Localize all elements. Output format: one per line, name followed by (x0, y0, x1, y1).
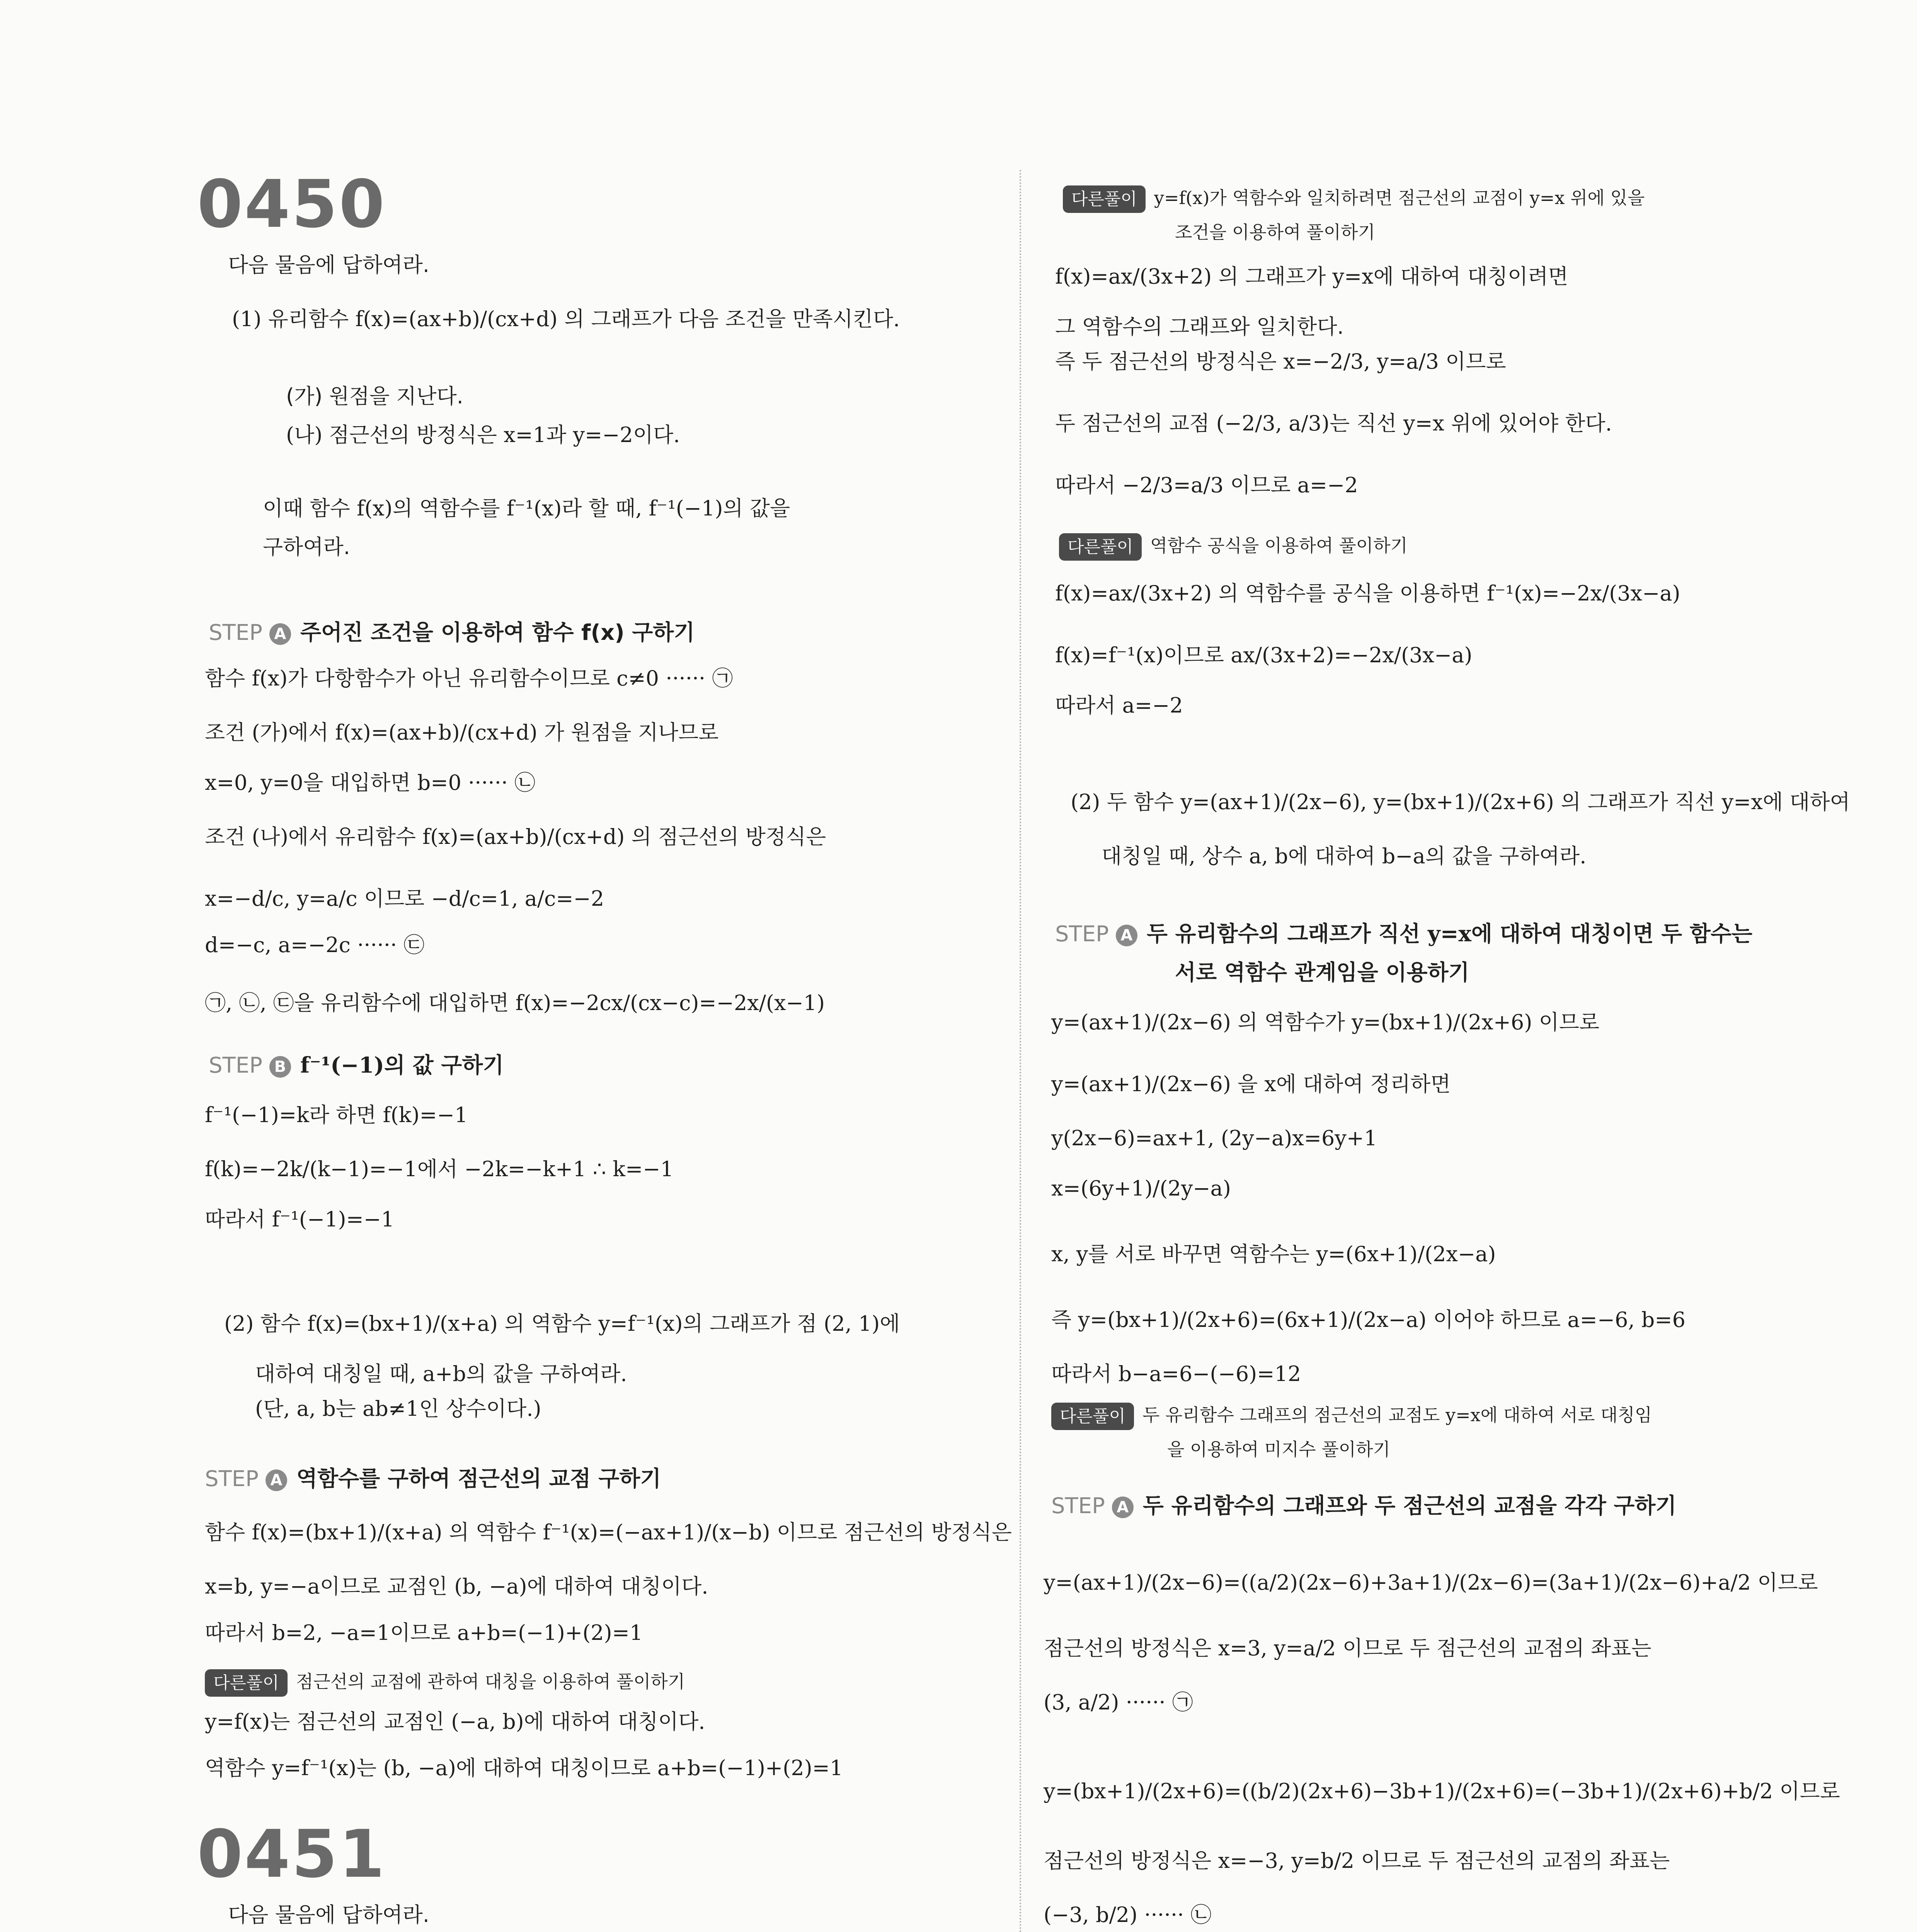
alt-title: 역함수 공식을 이용하여 풀이하기 (1150, 535, 1408, 556)
solution-line: ㉠, ㉡, ㉢을 유리함수에 대입하면 f(x)=−2cx/(cx−c)=−2x/(x−1) (205, 991, 825, 1015)
step-label: STEP (209, 1053, 262, 1078)
alt-solution-heading (1059, 533, 1408, 561)
alt-title: 점근선의 교점에 관하여 대칭을 이용하여 풀이하기 (296, 1671, 685, 1692)
solution-line: d=−c, a=−2c ······ ㉢ (205, 933, 425, 957)
condition-ga: (가) 원점을 지난다. (286, 384, 463, 408)
solution-line: y=(ax+1)/(2x−6) 을 x에 대하여 정리하면 (1051, 1072, 1451, 1096)
alt-solution-heading (1063, 185, 1645, 213)
alt-tag: 다른풀이 (1059, 533, 1142, 561)
step-heading (1055, 920, 1752, 949)
problem-text: (1) 유리함수 f(x)=(ax+b)/(cx+d) 의 그래프가 다음 조건을 만족시킨다. (232, 307, 900, 331)
solution-line: 따라서 b=2, −a=1이므로 a+b=(−1)+(2)=1 (205, 1621, 643, 1645)
solution-line: 함수 f(x)=(bx+1)/(x+a) 의 역함수 f⁻¹(x)=(−ax+1)/(x−b) 이므로 점근선의 방정식은 (205, 1520, 1012, 1544)
solution-line: (−3, b/2) ······ ㉡ (1044, 1903, 1212, 1927)
step-heading (209, 1051, 504, 1080)
condition-na: (나) 점근선의 방정식은 x=1과 y=−2이다. (286, 423, 680, 447)
problem-text: (2) 함수 f(x)=(bx+1)/(x+a) 의 역함수 y=f⁻¹(x)의 그래프가 점 (2, 1)에 (224, 1311, 900, 1336)
solution-line: x=b, y=−a이므로 교점인 (b, −a)에 대하여 대칭이다. (205, 1574, 708, 1599)
alt-tag: 다른풀이 (1051, 1403, 1134, 1430)
problem-number-0451: 0451 (197, 1816, 386, 1893)
problem-text: (단, a, b는 ab≠1인 상수이다.) (255, 1396, 541, 1421)
solution-line: y=f(x)는 점근선의 교점인 (−a, b)에 대하여 대칭이다. (205, 1709, 705, 1734)
solution-line: f(k)=−2k/(k−1)=−1에서 −2k=−k+1 ∴ k=−1 (205, 1157, 674, 1181)
step-title-continued: 서로 역함수 관계임을 이용하기 (1175, 960, 1469, 985)
problem-text: 다음 물음에 답하여라. (228, 1903, 429, 1927)
step-title: 주어진 조건을 이용하여 함수 f(x) 구하기 (300, 620, 695, 645)
solution-line: 따라서 b−a=6−(−6)=12 (1051, 1362, 1301, 1386)
problem-number-0450: 0450 (197, 166, 386, 243)
solution-line: f⁻¹(−1)=k라 하면 f(k)=−1 (205, 1103, 468, 1127)
solution-line: 즉 y=(bx+1)/(2x+6)=(6x+1)/(2x−a) 이어야 하므로 a=−6, b=6 (1051, 1308, 1685, 1332)
solution-line: f(x)=f⁻¹(x)이므로 ax/(3x+2)=−2x/(3x−a) (1055, 643, 1473, 667)
step-mark-a: A (269, 623, 291, 645)
solution-line: 점근선의 방정식은 x=3, y=a/2 이므로 두 점근선의 교점의 좌표는 (1044, 1636, 1651, 1660)
problem-text: 구하여라. (263, 535, 350, 559)
step-heading (209, 618, 695, 648)
step-title: f⁻¹(−1)의 값 구하기 (300, 1053, 504, 1078)
alt-title-continued: 을 이용하여 미지수 풀이하기 (1167, 1439, 1391, 1460)
solution-line: y(2x−6)=ax+1, (2y−a)x=6y+1 (1051, 1126, 1377, 1150)
step-heading (1051, 1492, 1677, 1521)
step-label: STEP (205, 1466, 259, 1492)
step-heading (205, 1464, 661, 1494)
step-mark-a: A (266, 1469, 287, 1491)
solution-line: x, y를 서로 바꾸면 역함수는 y=(6x+1)/(2x−a) (1051, 1242, 1496, 1266)
solution-line: y=(bx+1)/(2x+6)=((b/2)(2x+6)−3b+1)/(2x+6)=(−3b+1)/(2x+6)+b/2 이므로 (1044, 1779, 1840, 1803)
solution-line: 조건 (나)에서 유리함수 f(x)=(ax+b)/(cx+d) 의 점근선의 방정식은 (205, 825, 826, 849)
problem-text: 대칭일 때, 상수 a, b에 대하여 b−a의 값을 구하여라. (1102, 844, 1587, 868)
solution-line: 따라서 a=−2 (1055, 693, 1183, 718)
alt-title: y=f(x)가 역함수와 일치하려면 점근선의 교점이 y=x 위에 있을 (1154, 187, 1645, 209)
solution-line: 역함수 y=f⁻¹(x)는 (b, −a)에 대하여 대칭이므로 a+b=(−1)+(2)=1 (205, 1756, 843, 1780)
column-divider (1020, 170, 1021, 1932)
solution-line: y=(ax+1)/(2x−6) 의 역함수가 y=(bx+1)/(2x+6) 이므로 (1051, 1010, 1600, 1034)
solution-line: 두 점근선의 교점 (−2/3, a/3)는 직선 y=x 위에 있어야 한다. (1055, 411, 1612, 435)
solution-line: (3, a/2) ······ ㉠ (1044, 1690, 1193, 1714)
step-title: 두 유리함수의 그래프가 직선 y=x에 대하여 대칭이면 두 함수는 (1146, 921, 1753, 947)
alt-solution-heading (1051, 1403, 1652, 1430)
solution-line: y=(ax+1)/(2x−6)=((a/2)(2x−6)+3a+1)/(2x−6)=(3a+1)/(2x−6)+a/2 이므로 (1044, 1570, 1818, 1595)
problem-text: 이때 함수 f(x)의 역함수를 f⁻¹(x)라 할 때, f⁻¹(−1)의 값을 (263, 496, 790, 520)
alt-tag: 다른풀이 (1063, 185, 1146, 213)
solution-line: x=−d/c, y=a/c 이므로 −d/c=1, a/c=−2 (205, 886, 604, 911)
solution-line: 점근선의 방정식은 x=−3, y=b/2 이므로 두 점근선의 교점의 좌표는 (1044, 1849, 1670, 1873)
step-title: 역함수를 구하여 점근선의 교점 구하기 (296, 1466, 661, 1492)
problem-text: (2) 두 함수 y=(ax+1)/(2x−6), y=(bx+1)/(2x+6) 의 그래프가 직선 y=x에 대하여 (1071, 790, 1850, 814)
solution-line: x=0, y=0을 대입하면 b=0 ······ ㉡ (205, 770, 536, 795)
step-mark-a: A (1112, 1497, 1134, 1518)
step-label: STEP (1055, 922, 1109, 947)
alt-solution-heading (205, 1669, 685, 1697)
solution-line: 함수 f(x)가 다항함수가 아닌 유리함수이므로 c≠0 ······ ㉠ (205, 666, 733, 690)
solution-line: 그 역함수의 그래프와 일치한다. (1055, 315, 1344, 339)
solution-line: x=(6y+1)/(2y−a) (1051, 1176, 1231, 1201)
step-mark-b: B (269, 1056, 291, 1078)
step-label: STEP (1051, 1493, 1105, 1519)
problem-text: 다음 물음에 답하여라. (228, 253, 429, 277)
step-label: STEP (209, 620, 262, 645)
alt-title-continued: 조건을 이용하여 풀이하기 (1175, 222, 1376, 243)
alt-tag: 다른풀이 (205, 1669, 288, 1697)
alt-title: 두 유리함수 그래프의 점근선의 교점도 y=x에 대하여 서로 대칭임 (1142, 1405, 1652, 1426)
solution-line: 조건 (가)에서 f(x)=(ax+b)/(cx+d) 가 원점을 지나므로 (205, 720, 719, 745)
step-title: 두 유리함수의 그래프와 두 점근선의 교점을 각각 구하기 (1142, 1493, 1677, 1519)
solution-line: f(x)=ax/(3x+2) 의 역함수를 공식을 이용하면 f⁻¹(x)=−2x/(3x−a) (1055, 581, 1680, 605)
problem-text: 대하여 대칭일 때, a+b의 값을 구하여라. (255, 1362, 627, 1386)
step-mark-a: A (1116, 925, 1137, 946)
solution-line: 따라서 f⁻¹(−1)=−1 (205, 1207, 395, 1231)
solution-line: 즉 두 점근선의 방정식은 x=−2/3, y=a/3 이므로 (1055, 349, 1506, 374)
solution-line: f(x)=ax/(3x+2) 의 그래프가 y=x에 대하여 대칭이려면 (1055, 264, 1568, 289)
solution-line: 따라서 −2/3=a/3 이므로 a=−2 (1055, 473, 1358, 497)
